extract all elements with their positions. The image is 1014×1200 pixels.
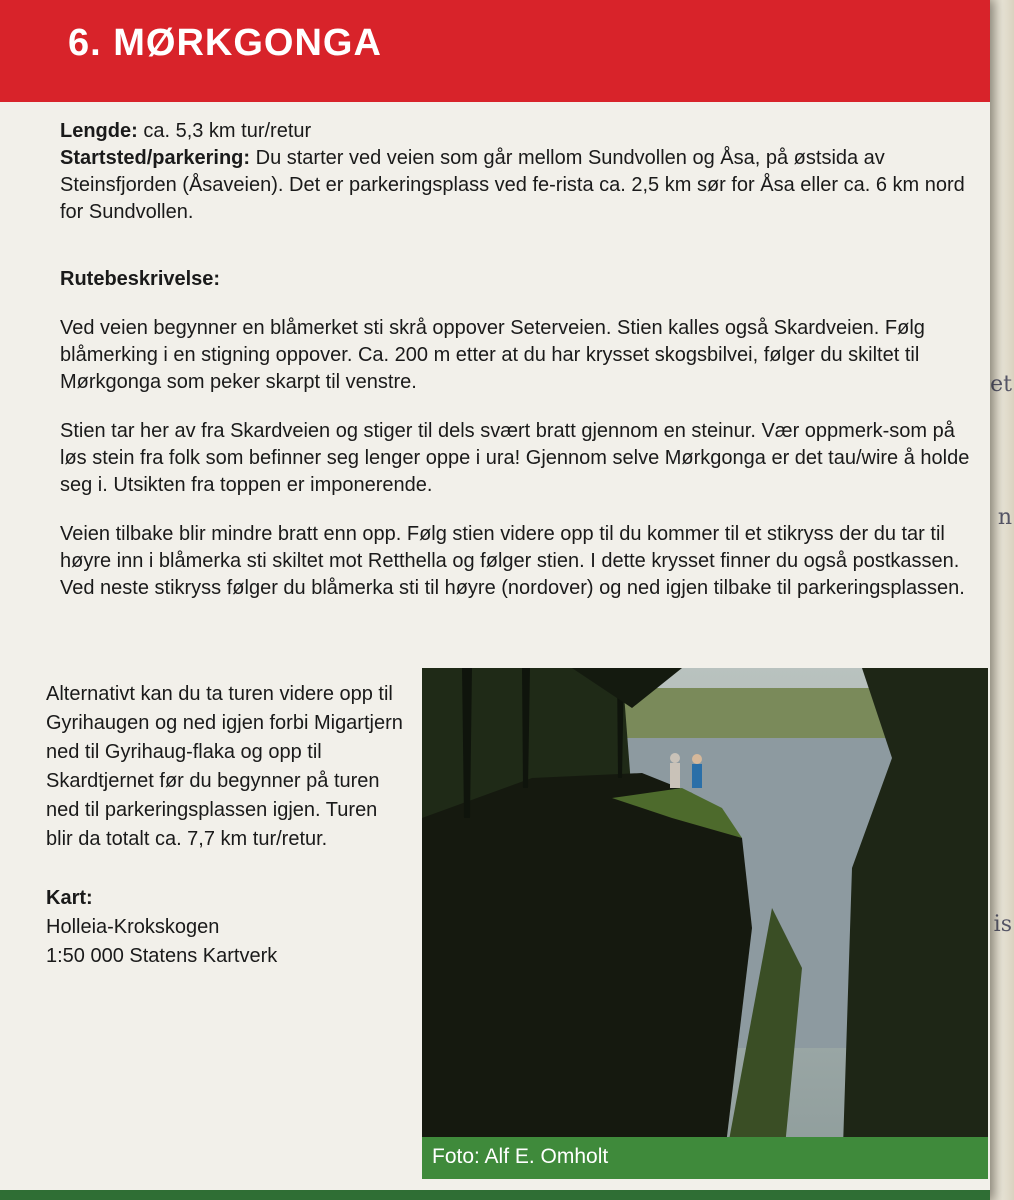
main-text [60,118,980,624]
map-name: Holleia-Krokskogen [46,916,220,938]
start-value: Du starter ved veien som går mellom Sundvollen og Åsa, på østsida av Steinsfjorden (Åsaveien). Det er parkeringsplass ved fe-rista ca. 2,5 km sør for Åsa eller ca. 6 km nord for Sundvollen. [60,147,965,223]
length-value: ca. 5,3 km tur/retur [137,120,312,142]
length-label: Lengde: [60,120,138,142]
edge-fragment: et [990,372,1012,397]
route-heading: Rutebeskrivelse: [60,268,221,290]
header-band [0,0,990,102]
route-paragraph: Stien tar her av fra Skardveien og stiger til dels svært bratt gjennom en steinur. Vær oppmerk-som på løs stein fra folk som befinner seg lenger oppe i ura! Gjennom selve Mørkgonga er det tau/wire å holde seg i. Utsikten fra toppen er imponerende. [60,420,970,496]
info-block [60,118,980,226]
cliff-landscape-illustration [422,668,988,1178]
trail-photo [422,668,988,1178]
alternative-column [46,680,406,971]
route-paragraph: Veien tilbake blir mindre bratt enn opp. Følg stien videre opp til du kommer til et stikryss der du tar til høyre inn i blåmerka sti skiltet mot Retthella og følger stien. I dette krysset finner du også postkassen. Ved neste stikryss følger du blåmerka sti til høyre (nordover) og ned igjen tilbake til parkeringsplassen. [60,523,965,599]
page-title: 6. MØRKGONGA [68,22,382,64]
map-scale: 1:50 000 Statens Kartverk [46,945,278,967]
route-paragraph: Ved veien begynner en blåmerket sti skrå oppover Seterveien. Stien kalles også Skardveien. Følg blåmerking i en stigning oppover. Ca. 200 m etter at du har krysset skogsbilvei, følger du skiltet til Mørkgonga som peker skarpt til venstre. [60,317,925,393]
photo-caption-bar [422,1137,988,1179]
alternative-text: Alternativt kan du ta turen videre opp til Gyrihaugen og ned igjen forbi Migartjern ned til Gyrihaug-flaka og opp til Skardtjernet før du begynner på turen ned til parkeringsplassen igjen. Turen blir da totalt ca. 7,7 km tur/retur. [46,683,403,850]
start-label: Startsted/parkering: [60,147,251,169]
photo-credit: Foto: Alf E. Omholt [432,1145,609,1168]
edge-fragment: n [997,505,1012,530]
edge-fragment: is [993,912,1012,937]
map-heading: Kart: [46,887,93,909]
bottom-green-strip [0,1190,990,1200]
